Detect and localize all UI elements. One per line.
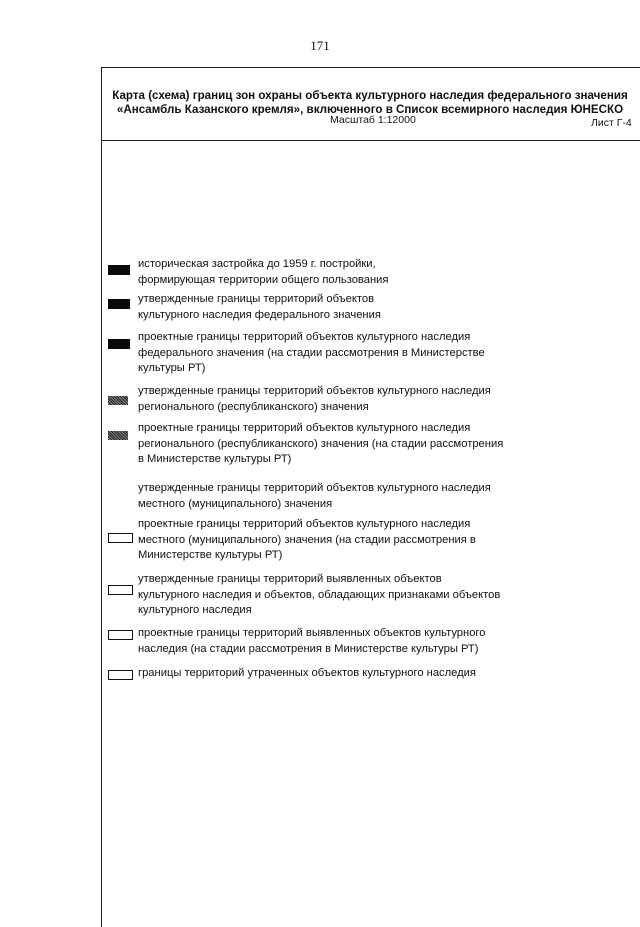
legend-swatch-identified-proposed xyxy=(108,630,133,640)
legend-item-line: историческая застройка до 1959 г. постройки, xyxy=(138,258,376,270)
legend-swatch-regional-proposed xyxy=(108,431,128,440)
legend-item-line: формирующая территории общего пользования xyxy=(138,273,389,286)
legend-item xyxy=(138,626,598,657)
legend-swatch-identified-approved xyxy=(108,585,133,595)
legend-item xyxy=(138,666,598,682)
legend-item-line: Министерстве культуры РТ) xyxy=(138,549,283,561)
header-divider xyxy=(101,140,640,141)
legend-item-line: проектные границы территорий объектов культурного наследия xyxy=(138,331,471,343)
legend-item-line: проектные границы территорий объектов культурного наследия xyxy=(138,518,471,530)
legend-item xyxy=(138,257,598,288)
legend-item-line: федерального значения (на стадии рассмотрения в Министерстве xyxy=(138,346,485,359)
legend-item xyxy=(138,292,598,323)
legend-swatch-federal-approved xyxy=(108,299,130,309)
map-scale: Масштаб 1:12000 xyxy=(330,114,416,126)
legend-item xyxy=(138,517,598,564)
legend-item-line: культуры РТ) xyxy=(138,362,206,374)
legend-item xyxy=(138,421,598,468)
legend-item-line: регионального (республиканского) значения xyxy=(138,400,369,413)
page-number: 171 xyxy=(310,38,330,53)
legend-item xyxy=(138,330,598,377)
legend-item-line: в Министерстве культуры РТ) xyxy=(138,453,292,465)
legend-swatch-lost-objects xyxy=(108,670,133,680)
legend-item-line: проектные границы территорий объектов культурного наследия xyxy=(138,422,471,434)
legend-item-line: культурного наследия и объектов, обладающих признаками объектов xyxy=(138,588,501,601)
legend-item xyxy=(138,481,598,512)
legend-item xyxy=(138,384,598,415)
legend-item xyxy=(138,572,598,619)
legend-item-line: утвержденные границы территорий объектов xyxy=(138,293,375,305)
legend-item-line: местного (муниципального) значения (на стадии рассмотрения в xyxy=(138,533,476,546)
legend-swatch-historic-buildings xyxy=(108,265,130,275)
legend-item-line: утвержденные границы территорий объектов культурного наследия xyxy=(138,385,491,397)
legend-item-line: культурного наследия федерального значения xyxy=(138,308,381,321)
legend-item-line: проектные границы территорий выявленных объектов культурного xyxy=(138,627,486,639)
legend-item-line: границы территорий утраченных объектов культурного наследия xyxy=(138,667,476,679)
legend-swatch-local-proposed xyxy=(108,533,133,543)
legend-item-line: наследия (на стадии рассмотрения в Министерстве культуры РТ) xyxy=(138,642,479,655)
legend-item-line: регионального (республиканского) значения (на стадии рассмотрения xyxy=(138,437,504,450)
legend-swatch-regional-approved xyxy=(108,396,128,405)
sheet-label: Лист Г-4 xyxy=(591,117,632,129)
map-title-line-1: Карта (схема) границ зон охраны объекта культурного наследия федерального значения xyxy=(112,89,628,102)
legend-swatch-federal-proposed xyxy=(108,339,130,349)
legend-item-line: культурного наследия xyxy=(138,604,252,616)
map-title-line-2: «Ансамбль Казанского кремля», включенного в Список всемирного наследия ЮНЕСКО xyxy=(116,103,624,116)
legend-item-line: утвержденные границы территорий объектов культурного наследия xyxy=(138,482,491,494)
legend-item-line: утвержденные границы территорий выявленных объектов xyxy=(138,573,442,585)
legend-item-line: местного (муниципального) значения xyxy=(138,497,333,510)
